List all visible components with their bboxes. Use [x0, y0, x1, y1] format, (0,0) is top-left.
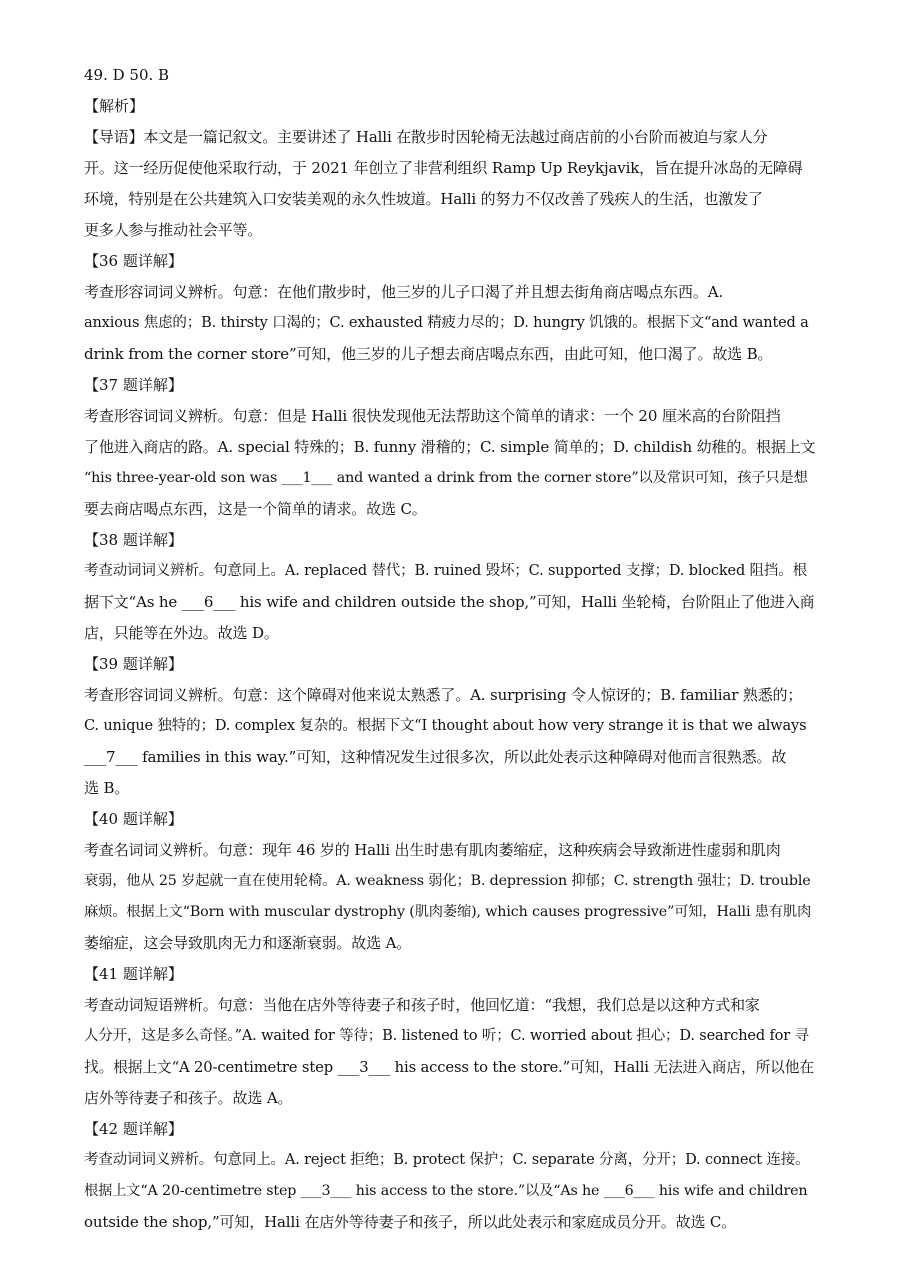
- paragraph-line: 店外等待妻子和孩子。故选 A。: [84, 1089, 293, 1107]
- paragraph-line: 环境，特别是在公共建筑入口安装美观的永久性坡道。Halli 的努力不仅改善了残疾人的生活，也激发了: [84, 190, 763, 208]
- section-40: [84, 804, 816, 959]
- paragraph-line: 找。根据上文“A 20-centimetre step ___3___ his access to the store.”可知，Halli 无法进入商店，所以他在: [84, 1059, 814, 1076]
- paragraph-line: 考查形容词词义辨析。句意：但是 Halli 很快发现他无法帮助这个简单的请求：一个 20 厘米高的台阶阻挡: [84, 407, 781, 425]
- paragraph-line: 了他进入商店的路。A. special 特殊的；B. funny 滑稽的；C. simple 简单的；D. childish 幼稚的。根据上文: [84, 438, 816, 456]
- paragraph-line: 要去商店喝点东西，这是一个简单的请求。故选 C。: [84, 500, 427, 518]
- paragraph-line: 【导语】本文是一篇记叙文。主要讲述了 Halli 在散步时因轮椅无法越过商店前的小台阶而被迫与家人分: [84, 128, 768, 146]
- paragraph-line: C. unique 独特的；D. complex 复杂的。根据下文“I thought about how very strange it is that we always: [84, 718, 807, 734]
- paragraph-line: drink from the corner store”可知，他三岁的儿子想去商店喝点东西，由此可知，他口渴了。故选 B。: [84, 345, 773, 363]
- answers-line: 49. D 50. B: [84, 66, 170, 84]
- section-heading: 【41 题详解】: [84, 965, 183, 983]
- document-page: [84, 60, 816, 1238]
- paragraph-line: 店，只能等在外边。故选 D。: [84, 624, 279, 642]
- paragraph-line: 麻烦。根据上文“Born with muscular dystrophy (肌肉萎缩), which causes progressive”可知，Halli 患有肌肉: [84, 904, 812, 920]
- paragraph-line: “his three-year-old son was ___1___ and wanted a drink from the corner store”以及常识可知，孩子只是想: [84, 470, 808, 486]
- paragraph-line: ___7___ families in this way.”可知，这种情况发生过很多次，所以此处表示这种障碍对他而言很熟悉。故: [84, 748, 787, 766]
- section-heading: 【36 题详解】: [84, 252, 183, 270]
- paragraph-line: 考查动词词义辨析。句意同上。A. replaced 替代；B. ruined 毁坏；C. supported 支撑；D. blocked 阻挡。根: [84, 563, 807, 579]
- section-heading: 【42 题详解】: [84, 1120, 183, 1138]
- paragraph-line: 考查动词词义辨析。句意同上。A. reject 拒绝；B. protect 保护；C. separate 分离，分开；D. connect 连接。: [84, 1152, 810, 1168]
- paragraph-line: 衰弱，他从 25 岁起就一直在使用轮椅。A. weakness 弱化；B. depression 抑郁；C. strength 强壮；D. trouble: [84, 873, 811, 889]
- paragraph-line: 更多人参与推动社会平等。: [84, 221, 263, 239]
- section-39: [84, 649, 816, 804]
- paragraph-line: 根据上文“A 20-centimetre step ___3___ his access to the store.”以及“As he ___6___ his wife and children: [84, 1183, 808, 1199]
- section-37: [84, 370, 816, 525]
- section-heading: 【40 题详解】: [84, 810, 183, 828]
- section-42: [84, 1114, 816, 1238]
- section-heading: 【37 题详解】: [84, 376, 183, 394]
- paragraph-line: 考查形容词词义辨析。句意：这个障碍对他来说太熟悉了。A. surprising 令人惊讶的；B. familiar 熟悉的；: [84, 686, 803, 704]
- analysis-label: 【解析】: [84, 97, 145, 115]
- paragraph-line: 考查形容词词义辨析。句意：在他们散步时，他三岁的儿子口渴了并且想去街角商店喝点东西。A.: [84, 283, 724, 301]
- section-41: [84, 959, 816, 1114]
- section-heading: 【38 题详解】: [84, 531, 183, 549]
- paragraph-line: 萎缩症，这会导致肌肉无力和逐渐衰弱。故选 A。: [84, 934, 412, 952]
- paragraph-line: 据下文“As he ___6___ his wife and children outside the shop,”可知，Halli 坐轮椅，台阶阻止了他进入商: [84, 593, 815, 611]
- paragraph-line: 考查动词短语辨析。句意：当他在店外等待妻子和孩子时，他回忆道：“我想，我们总是以这种方式和家: [84, 996, 760, 1014]
- section-heading: 【39 题详解】: [84, 655, 183, 673]
- paragraph-line: 考查名词词义辨析。句意：现年 46 岁的 Halli 出生时患有肌肉萎缩症，这种疾病会导致渐进性虚弱和肌肉: [84, 841, 781, 859]
- paragraph-line: 选 B。: [84, 779, 130, 797]
- paragraph-line: 人分开，这是多么奇怪。”A. waited for 等待；B. listened to 听；C. worried about 担心；D. searched for 寻: [84, 1028, 809, 1044]
- paragraph-line: outside the shop,”可知，Halli 在店外等待妻子和孩子，所以此处表示和家庭成员分开。故选 C。: [84, 1213, 737, 1231]
- guide-paragraph: [84, 122, 816, 246]
- paragraph-line: 开。这一经历促使他采取行动，于 2021 年创立了非营利组织 Ramp Up Reykjavik，旨在提升冰岛的无障碍: [84, 159, 803, 177]
- section-36: [84, 246, 816, 370]
- paragraph-line: anxious 焦虑的；B. thirsty 口渴的；C. exhausted 精疲力尽的；D. hungry 饥饿的。根据下文“and wanted a: [84, 315, 809, 331]
- section-38: [84, 525, 816, 649]
